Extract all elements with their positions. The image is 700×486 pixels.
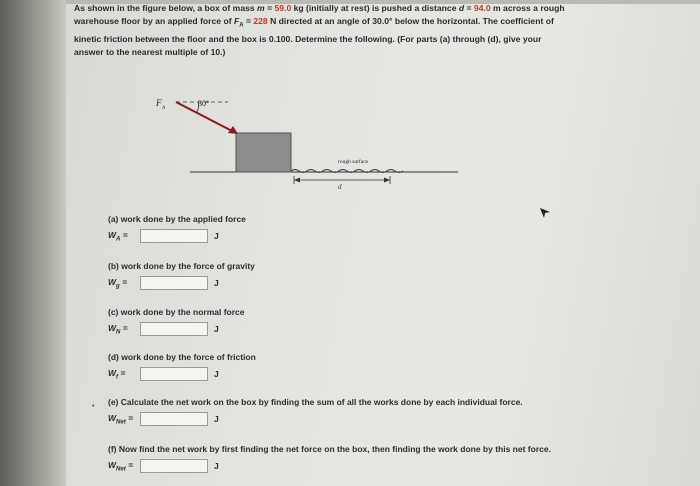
answer-row xyxy=(108,412,523,426)
equals-sign: = xyxy=(122,229,128,240)
problem-text: As shown in the figure below, a box of mass xyxy=(74,3,258,13)
answer-row xyxy=(108,322,245,336)
equals-sign: = xyxy=(122,276,128,287)
distance-arrow-left xyxy=(294,178,300,183)
answer-input-e[interactable] xyxy=(140,412,208,426)
unit-label: J xyxy=(214,278,219,288)
force-label: F xyxy=(156,98,162,108)
left-margin xyxy=(0,0,66,486)
symbol-sub: f xyxy=(116,374,119,381)
symbol xyxy=(108,413,140,426)
distance-arrow-right xyxy=(384,178,390,183)
surface-label: rough surface xyxy=(338,159,369,165)
physics-diagram xyxy=(150,92,480,202)
problem-text: warehouse floor by an applied force of xyxy=(74,16,234,27)
part-f xyxy=(108,444,551,473)
question-text: (d) work done by the force of friction xyxy=(108,352,256,362)
question-text: (f) Now find the net work by first finding the net force on the box, then finding the work done by this net force. xyxy=(108,444,551,454)
unit-label: J xyxy=(214,461,219,471)
question-text: (a) work done by the applied force xyxy=(108,214,246,224)
symbol-sub: Net xyxy=(116,419,126,426)
equals-sign: = xyxy=(128,459,134,470)
part-e xyxy=(108,397,523,426)
symbol xyxy=(108,323,140,336)
symbol-main: W xyxy=(108,229,117,240)
answer-row xyxy=(108,229,246,243)
problem-line-1 xyxy=(74,2,634,15)
equals-sign: = xyxy=(128,412,134,423)
unit-label: J xyxy=(214,369,219,379)
unit-label: J xyxy=(214,231,219,241)
answer-row xyxy=(108,367,256,381)
symbol-sub: A xyxy=(116,236,121,243)
answer-input-c[interactable] xyxy=(140,322,208,336)
answer-input-a[interactable] xyxy=(140,229,208,243)
part-a xyxy=(108,214,246,243)
answer-row xyxy=(108,459,551,473)
answer-row xyxy=(108,276,255,290)
force-subscript: A xyxy=(239,22,244,29)
force-symbol: F xyxy=(233,16,240,27)
answer-input-f[interactable] xyxy=(140,459,208,473)
problem-statement xyxy=(74,2,634,60)
question-text: (e) Calculate the net work on the box by finding the sum of all the works done by each individual force. xyxy=(108,397,523,407)
equals-sign: = xyxy=(122,322,128,333)
symbol-main: W xyxy=(108,367,117,378)
part-c xyxy=(108,307,245,336)
equals-sign: = xyxy=(464,3,474,13)
force-value: 228 xyxy=(253,16,268,27)
mass-value: 59.0 xyxy=(274,3,292,13)
equals-sign: = xyxy=(264,3,275,13)
part-d xyxy=(108,352,256,381)
problem-text: m across a rough xyxy=(490,3,565,13)
symbol-main: W xyxy=(108,412,117,423)
problem-text: N directed at an angle of 30.0° below the horizontal. The coefficient of xyxy=(267,16,554,27)
equals-sign: = xyxy=(243,16,254,27)
distance-value: 94.0 xyxy=(473,3,491,13)
symbol xyxy=(108,368,140,381)
problem-line-3: kinetic friction between the floor and the box is 0.100. Determine the following. (For parts (a) through (d), give your xyxy=(74,34,542,45)
symbol-sub: Net xyxy=(116,466,126,473)
problem-line-4: answer to the nearest multiple of 10.) xyxy=(74,47,226,58)
distance-label: d xyxy=(338,183,342,191)
cursor-icon xyxy=(540,208,550,218)
problem-text: kg (initially at rest) is pushed a distance xyxy=(291,3,459,13)
symbol-main: W xyxy=(108,276,117,287)
answer-input-d[interactable] xyxy=(140,367,208,381)
angle-label: 30° xyxy=(198,99,210,108)
equals-sign: = xyxy=(120,367,126,378)
question-text: (b) work done by the force of gravity xyxy=(108,261,255,271)
box-icon xyxy=(236,133,291,172)
symbol-sub: N xyxy=(116,329,121,336)
mass-symbol: m xyxy=(257,3,265,13)
problem-line-2 xyxy=(74,15,634,33)
symbol xyxy=(108,277,140,290)
distance-symbol: d xyxy=(458,3,465,13)
unit-label: J xyxy=(214,324,219,334)
symbol-main: W xyxy=(108,459,117,470)
symbol-sub: g xyxy=(116,283,120,290)
symbol xyxy=(108,230,140,243)
symbol xyxy=(108,460,140,473)
force-label-sub: A xyxy=(162,106,166,111)
question-text: (c) work done by the normal force xyxy=(108,307,245,317)
part-b xyxy=(108,261,255,290)
symbol-main: W xyxy=(108,322,117,333)
unit-label: J xyxy=(214,414,219,424)
bullet-icon: • xyxy=(92,403,95,410)
answer-input-b[interactable] xyxy=(140,276,208,290)
